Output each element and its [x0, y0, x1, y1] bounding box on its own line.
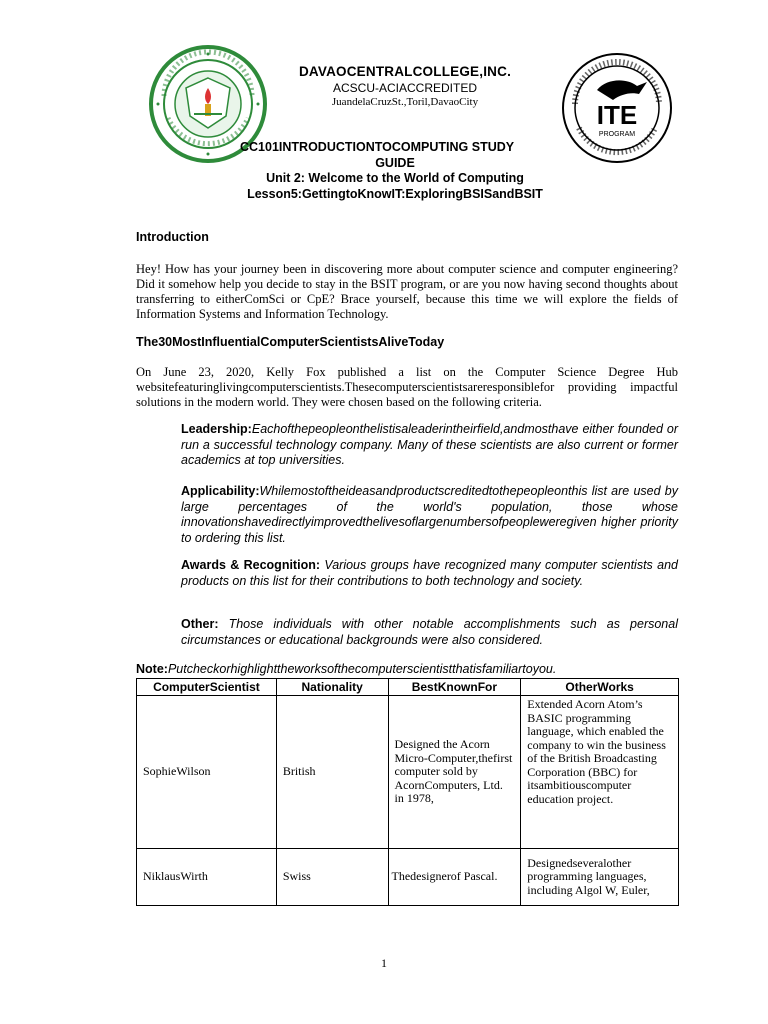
- cell-other-works: Extended Acorn Atom’s BASIC programming language, which enabled the company to win the business of the British Broadcasting Corporation (BBC) for itsambitiouscomputer education project.: [521, 696, 679, 849]
- criterion-label: Awards & Recognition:: [181, 558, 320, 572]
- criterion-text: Various groups have recognized many computer scientists and products on this list for their contributions to both technology and society.: [181, 558, 678, 588]
- criterion-label: Leadership:: [181, 422, 252, 436]
- cell-best-known-for: Designed the Acorn Micro-Computer,thefirst computer sold by AcornComputers, Ltd. in 1978,: [388, 696, 521, 849]
- document-header: [270, 64, 540, 108]
- scientists-paragraph: On June 23, 2020, Kelly Fox published a list on the Computer Science Degree Hub websitefeaturinglivingcomputerscientists.Thesecomputerscientistsareresponsiblefor providing impactful solutions in the modern world. They were chosen based on the following criteria.: [136, 365, 678, 409]
- computer-scientists-table: [136, 678, 679, 906]
- criterion-label: Other:: [181, 617, 219, 631]
- ite-logo-subtext: PROGRAM: [598, 131, 636, 138]
- course-title: CC101INTRODUCTIONTOCOMPUTING STUDY: [240, 140, 515, 154]
- note: [136, 662, 556, 676]
- college-address: JuandelaCruzSt.,Toril,DavaoCity: [331, 96, 479, 108]
- criterion-leadership: [181, 422, 678, 469]
- criterion-applicability: [181, 484, 678, 546]
- column-header-scientist: ComputerScientist: [137, 679, 277, 696]
- ite-logo-text: ITE: [596, 100, 638, 130]
- column-header-best-known-for: BestKnownFor: [388, 679, 521, 696]
- table-row: [137, 849, 679, 906]
- page-number: 1: [381, 956, 387, 970]
- cell-nationality: British: [276, 696, 388, 849]
- accreditation: ACSCU-ACIACCREDITED: [332, 81, 477, 95]
- note-text: Putcheckorhighlighttheworksofthecomputerscientistthatisfamiliartoyou.: [167, 662, 557, 676]
- table-header-row: [137, 679, 679, 696]
- scientists-heading: The30MostInfluentialComputerScientistsAliveToday: [136, 335, 445, 349]
- study-guide-title: [200, 140, 590, 202]
- introduction-heading: Introduction: [136, 230, 209, 244]
- criterion-label: Applicability:: [181, 484, 260, 498]
- criterion-text: Those individuals with other notable accomplishments such as personal circumstances or educational backgrounds were also considered.: [181, 617, 678, 647]
- lesson-title: Lesson5:GettingtoKnowIT:ExploringBSISandBSIT: [247, 186, 543, 201]
- cell-nationality: Swiss: [276, 849, 388, 906]
- introduction-paragraph: Hey! How has your journey been in discovering more about computer science and computer engineering? Did it somehow help you decide to stay in the BSIT program, or are you now having second thoughts about transferring to eitherComSci or CpE? Brace yourself, because this time we will explore the fields of Information Systems and Information Technology.: [136, 262, 678, 321]
- cell-best-known-for: Thedesignerof Pascal.: [388, 849, 521, 906]
- cell-other-works: Designedseveralother programming languages, including Algol W, Euler,: [521, 849, 679, 906]
- criterion-awards: [181, 558, 678, 589]
- note-label: Note:: [136, 662, 168, 676]
- column-header-nationality: Nationality: [276, 679, 388, 696]
- cell-scientist: NiklausWirth: [137, 849, 277, 906]
- college-name: DAVAOCENTRALCOLLEGE,INC.: [298, 64, 512, 79]
- table-row: [137, 696, 679, 849]
- course-title-guide: GUIDE: [375, 155, 415, 170]
- criterion-text: Eachofthepeopleonthelistisaleaderintheirfield,andmosthave either founded or run a successful technology company. Many of these scientists are also current or former academics at top universities.: [181, 422, 678, 467]
- criterion-other: [181, 617, 678, 648]
- unit-title: Unit 2: Welcome to the World of Computing: [266, 171, 524, 185]
- cell-scientist: SophieWilson: [137, 696, 277, 849]
- criterion-text: Whilemostoftheideasandproductscreditedtothepeopleonthis list are used by large percentages of the world's population, those whose innovationshavedirectlyimprovedthelivesoflargenumbersofpeopleweregiven higher priority to ordering this list.: [181, 484, 678, 545]
- column-header-other-works: OtherWorks: [521, 679, 679, 696]
